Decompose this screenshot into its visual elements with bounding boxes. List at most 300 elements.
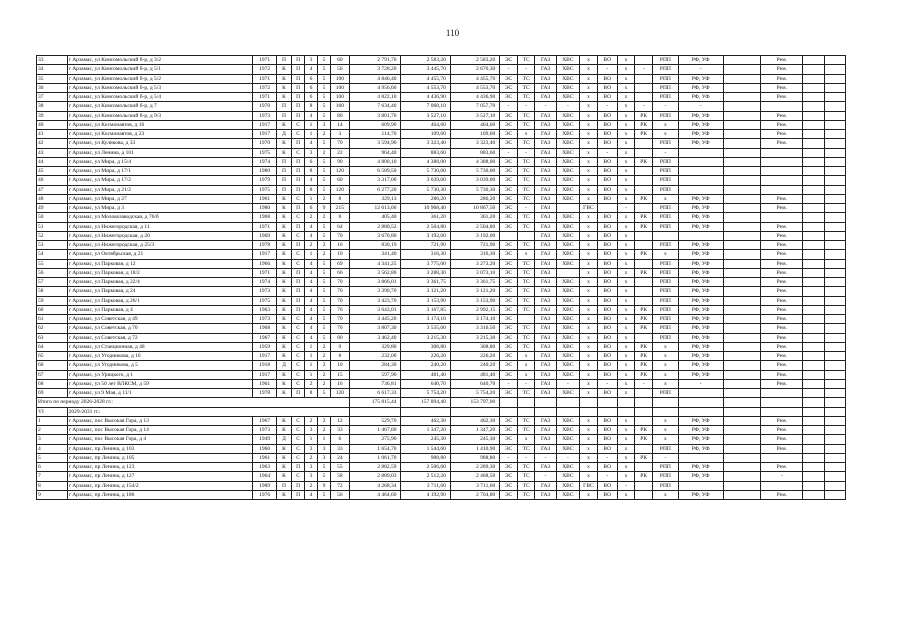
- cell-wall-material: К: [276, 120, 291, 129]
- cell-apartments: 215: [330, 204, 349, 213]
- cell-util-hvs: ХВС: [556, 287, 580, 296]
- cell-util-gvs: ГВС: [580, 481, 598, 490]
- cell-address: г Арзамас, ул Советская, д 72: [67, 333, 253, 342]
- cell-year-built: 1972: [253, 65, 277, 74]
- cell-empty: [803, 231, 824, 240]
- cell-apartments: 33: [330, 444, 349, 453]
- cell-empty: [803, 268, 824, 277]
- cell-util-extra: [723, 352, 761, 361]
- cell-row-number: 44: [37, 157, 68, 166]
- cell-floors: 4: [305, 490, 318, 499]
- table-row: [37, 222, 846, 231]
- cell-wall-material: К: [276, 83, 291, 92]
- cell-entrances: 3: [317, 453, 330, 462]
- cell-util-vo: ВО: [597, 268, 617, 277]
- cell-util-extra: [723, 324, 761, 333]
- cell-area-residential: 3 192,00: [450, 231, 499, 240]
- cell-empty: [803, 204, 824, 213]
- cell-util-rf: -: [678, 65, 723, 74]
- cell-area-total: 7 634,40: [349, 102, 401, 111]
- cell-area-residential: 3 711,60: [450, 481, 499, 490]
- cell-wall-material: К: [276, 296, 291, 305]
- cell-floors: 8: [305, 185, 318, 194]
- cell-apartments: 64: [330, 222, 349, 231]
- cell-util-extra: [723, 287, 761, 296]
- cell-floors: 4: [305, 315, 318, 324]
- cell-area-living: 3 535,00: [401, 324, 450, 333]
- cell-util-x: х: [617, 296, 635, 305]
- cell-util-es: -: [500, 65, 518, 74]
- cell-util-hvs: ХВС: [556, 157, 580, 166]
- cell-empty: [803, 157, 824, 166]
- cell-area-total: 3 423,70: [349, 296, 401, 305]
- cell-apartments: 8: [330, 352, 349, 361]
- cell-year-built: 1917: [253, 352, 277, 361]
- cell-type: С: [292, 379, 305, 388]
- cell-apartments: 3: [330, 130, 349, 139]
- cell-area-residential: 226,20: [450, 352, 499, 361]
- cell-util-rf: [678, 167, 723, 176]
- cell-year-built: 1971: [253, 56, 277, 65]
- cell-row-number: 63: [37, 333, 68, 342]
- cell-address: г Арзамас, ул Мира, д 17/1: [67, 167, 253, 176]
- cell-util-x: х: [617, 268, 635, 277]
- cell-util-es: -: [500, 102, 518, 111]
- cell-wall-material: К: [276, 305, 291, 314]
- cell-empty: [803, 352, 824, 361]
- cell-util-ts: ТС: [517, 342, 535, 351]
- housing-table: [36, 55, 846, 500]
- cell-address: г Арзамас, пр Ленина, д 123: [67, 463, 253, 472]
- cell-repair: [761, 157, 803, 166]
- cell-entrances: 5: [317, 222, 330, 231]
- cell-wall-material: К: [276, 453, 291, 462]
- cell-util-extra: [723, 416, 761, 425]
- cell-year-built: 1961: [253, 453, 277, 462]
- cell-util-x: х: [617, 490, 635, 499]
- cell-empty: [824, 74, 845, 83]
- cell-apartments: 8: [330, 213, 349, 222]
- cell-util-rk: РК: [635, 194, 653, 203]
- cell-apartments: 120: [330, 389, 349, 398]
- cell-address: г Арзамас, пр Ленина, д 186: [67, 490, 253, 499]
- cell-area-total: 232,00: [349, 352, 401, 361]
- cell-util-x: х: [617, 453, 635, 462]
- cell-year-built: 1980: [253, 167, 277, 176]
- cell-year-built: 1970: [253, 139, 277, 148]
- cell-apartments: 10: [330, 361, 349, 370]
- cell-util-rk: [635, 204, 653, 213]
- cell-area-living: 4 192,90: [401, 490, 450, 499]
- cell-util-rf: РФ, УФ: [678, 361, 723, 370]
- cell-empty: [580, 407, 598, 416]
- cell-floors: 2: [305, 416, 318, 425]
- cell-empty: [803, 185, 824, 194]
- cell-repair: Рем.: [761, 463, 803, 472]
- cell-util-rk: [635, 463, 653, 472]
- cell-area-residential: 3 361,75: [450, 278, 499, 287]
- cell-area-total: 2 791,70: [349, 56, 401, 65]
- cell-util-rpp: РПП: [652, 324, 678, 333]
- cell-empty: [824, 426, 845, 435]
- cell-empty: [803, 222, 824, 231]
- cell-row-number: 60: [37, 305, 68, 314]
- cell-wall-material: К: [276, 389, 291, 398]
- cell-util-extra: [723, 342, 761, 351]
- cell-util-rf: РФ, УФ: [678, 268, 723, 277]
- cell-util-extra: [723, 120, 761, 129]
- cell-util-rpp: РПП: [652, 444, 678, 453]
- cell-util-ts: [517, 231, 535, 240]
- cell-util-rf: РФ, УФ: [678, 352, 723, 361]
- table-row: [37, 278, 846, 287]
- cell-wall-material: К: [276, 342, 291, 351]
- cell-address: г Арзамас, ул Станционная, д 48: [67, 342, 253, 351]
- cell-area-total: 529,70: [349, 416, 401, 425]
- table-row: [37, 352, 846, 361]
- cell-util-extra: [723, 453, 761, 462]
- cell-empty: [824, 361, 845, 370]
- cell-util-hvs: -: [556, 379, 580, 388]
- cell-util-ts: ТС: [517, 305, 535, 314]
- cell-empty: [824, 130, 845, 139]
- table-row: [37, 490, 846, 499]
- cell-util-rpp: х: [652, 370, 678, 379]
- cell-floors: 4: [305, 305, 318, 314]
- cell-empty: [824, 435, 845, 444]
- cell-util-gvs: х: [580, 157, 598, 166]
- cell-row-number: 46: [37, 176, 68, 185]
- cell-empty: [517, 398, 535, 407]
- cell-util-vo: ВО: [597, 435, 617, 444]
- cell-util-x: х: [617, 111, 635, 120]
- table-row: [37, 435, 846, 444]
- cell-util-rf: РФ, УФ: [678, 463, 723, 472]
- cell-floors: 4: [305, 333, 318, 342]
- cell-util-x: х: [617, 83, 635, 92]
- cell-util-hvs: ХВС: [556, 259, 580, 268]
- cell-util-vo: ВО: [597, 342, 617, 351]
- cell-empty: [803, 65, 824, 74]
- cell-area-residential: 3 527,10: [450, 111, 499, 120]
- cell-empty: [803, 74, 824, 83]
- cell-util-gas: ГАЗ: [535, 296, 556, 305]
- cell-util-gvs: х: [580, 342, 598, 351]
- cell-year-built: 1971: [253, 222, 277, 231]
- cell-wall-material: К: [276, 65, 291, 74]
- cell-floors: 4: [305, 111, 318, 120]
- cell-empty: [723, 398, 761, 407]
- cell-util-vo: ВО: [597, 463, 617, 472]
- cell-util-extra: [723, 231, 761, 240]
- cell-row-number: 7: [37, 472, 68, 481]
- table-row: [37, 453, 846, 462]
- cell-util-rpp: х: [652, 352, 678, 361]
- cell-apartments: 100: [330, 93, 349, 102]
- cell-util-gas: ГАЗ: [535, 176, 556, 185]
- cell-util-rf: РФ, УФ: [678, 259, 723, 268]
- cell-entrances: 2: [317, 241, 330, 250]
- cell-type: С: [292, 213, 305, 222]
- cell-area-residential: 2 468,50: [450, 472, 499, 481]
- cell-empty: [803, 426, 824, 435]
- cell-type: П: [292, 296, 305, 305]
- cell-type: С: [292, 148, 305, 157]
- cell-util-gvs: х: [580, 102, 598, 111]
- cell-util-gas: ГАЗ: [535, 259, 556, 268]
- cell-area-total: 3 807,30: [349, 324, 401, 333]
- cell-year-built: 1978: [253, 241, 277, 250]
- cell-util-ts: ТС: [517, 268, 535, 277]
- cell-apartments: 80: [330, 111, 349, 120]
- cell-address: г Арзамас, ул Куликова, д 33: [67, 139, 253, 148]
- cell-floors: 8: [305, 102, 318, 111]
- cell-wall-material: К: [276, 490, 291, 499]
- cell-area-total: 4 268,34: [349, 481, 401, 490]
- cell-repair: Рем.: [761, 296, 803, 305]
- cell-util-ts: -: [517, 204, 535, 213]
- cell-empty: [803, 463, 824, 472]
- cell-empty: [824, 379, 845, 388]
- cell-empty: [803, 370, 824, 379]
- cell-area-residential: 640,70: [450, 379, 499, 388]
- cell-row-number: 53: [37, 241, 68, 250]
- cell-util-rpp: РПП: [652, 222, 678, 231]
- cell-util-gvs: х: [580, 259, 598, 268]
- cell-util-ts: ТС: [517, 444, 535, 453]
- cell-row-number: 1: [37, 416, 68, 425]
- cell-util-gvs: х: [580, 324, 598, 333]
- cell-type: П: [292, 278, 305, 287]
- cell-util-extra: [723, 204, 761, 213]
- cell-util-vo: ВО: [597, 194, 617, 203]
- cell-area-residential: 286,20: [450, 194, 499, 203]
- cell-area-residential: 316,30: [450, 250, 499, 259]
- cell-util-x: х: [617, 130, 635, 139]
- cell-entrances: 5: [317, 490, 330, 499]
- cell-util-ts: х: [517, 435, 535, 444]
- cell-util-x: х: [617, 435, 635, 444]
- cell-floors: 3: [305, 463, 318, 472]
- cell-util-vo: ВО: [597, 352, 617, 361]
- cell-area-living: 1 347,20: [401, 426, 450, 435]
- cell-type: П: [292, 56, 305, 65]
- cell-util-x: х: [617, 74, 635, 83]
- cell-area-residential: 245,30: [450, 435, 499, 444]
- cell-repair: Рем.: [761, 444, 803, 453]
- cell-area-living: 3 445,70: [401, 65, 450, 74]
- cell-wall-material: К: [276, 259, 291, 268]
- cell-entrances: 5: [317, 157, 330, 166]
- cell-util-rk: РК: [635, 426, 653, 435]
- cell-address: г Арзамас, ул Комсомольский б-р, д 5/2: [67, 74, 253, 83]
- cell-entrances: 5: [317, 463, 330, 472]
- cell-util-rf: РФ, УФ: [678, 241, 723, 250]
- cell-floors: 3: [305, 472, 318, 481]
- cell-area-living: 3 215,30: [401, 333, 450, 342]
- cell-area-living: 7 068,10: [401, 102, 450, 111]
- cell-area-living: 988,80: [401, 453, 450, 462]
- cell-util-ts: ТС: [517, 481, 535, 490]
- cell-util-rf: [678, 453, 723, 462]
- cell-util-rk: [635, 296, 653, 305]
- cell-util-rpp: -: [652, 102, 678, 111]
- cell-repair: Рем.: [761, 222, 803, 231]
- cell-apartments: 58: [330, 472, 349, 481]
- cell-empty: [635, 407, 653, 416]
- cell-util-gvs: х: [580, 426, 598, 435]
- cell-area-residential: 361,20: [450, 213, 499, 222]
- cell-empty: [824, 157, 845, 166]
- cell-address: г Арзамас, ул Октябрьская, д 21: [67, 250, 253, 259]
- cell-util-gvs: х: [580, 139, 598, 148]
- cell-empty: [824, 213, 845, 222]
- table-row: [37, 204, 846, 213]
- cell-empty: [803, 490, 824, 499]
- cell-type: П: [292, 287, 305, 296]
- cell-apartments: 10: [330, 250, 349, 259]
- cell-floors: 3: [305, 56, 318, 65]
- cell-row-number: 9: [37, 490, 68, 499]
- cell-util-hvs: ХВС: [556, 370, 580, 379]
- cell-util-extra: [723, 213, 761, 222]
- cell-util-gas: ГАЗ: [535, 139, 556, 148]
- cell-entrances: 2: [317, 361, 330, 370]
- cell-util-es: ЭС: [500, 444, 518, 453]
- cell-util-vo: ВО: [597, 74, 617, 83]
- table-row: [37, 305, 846, 314]
- cell-util-rpp: х: [652, 250, 678, 259]
- cell-type: П: [292, 157, 305, 166]
- cell-apartments: 70: [330, 287, 349, 296]
- cell-empty: [824, 65, 845, 74]
- cell-util-x: х: [617, 241, 635, 250]
- cell-util-rk: -: [635, 379, 653, 388]
- cell-util-gvs: х: [580, 379, 598, 388]
- cell-util-rpp: РПП: [652, 176, 678, 185]
- cell-empty: [803, 120, 824, 129]
- cell-row-number: 50: [37, 213, 68, 222]
- cell-type: П: [292, 111, 305, 120]
- cell-entrances: 5: [317, 65, 330, 74]
- cell-util-vo: ВО: [597, 176, 617, 185]
- cell-repair: Рем.: [761, 333, 803, 342]
- table-row: [37, 148, 846, 157]
- cell-area-total: 609,90: [349, 120, 401, 129]
- cell-util-rpp: х: [652, 426, 678, 435]
- cell-apartments: 6: [330, 435, 349, 444]
- cell-util-rf: РФ, УФ: [678, 130, 723, 139]
- cell-wall-material: К: [276, 278, 291, 287]
- table-row: [37, 167, 846, 176]
- cell-util-gvs: х: [580, 148, 598, 157]
- cell-util-rpp: х: [652, 130, 678, 139]
- cell-util-gas: ГАЗ: [535, 379, 556, 388]
- cell-util-es: ЭС: [500, 435, 518, 444]
- cell-util-hvs: ХВС: [556, 389, 580, 398]
- cell-util-gas: ГАЗ: [535, 435, 556, 444]
- cell-row-number: 47: [37, 185, 68, 194]
- cell-util-rf: РФ, УФ: [678, 194, 723, 203]
- cell-area-living: 5 754,20: [401, 389, 450, 398]
- cell-year-built: 1966: [253, 259, 277, 268]
- cell-floors: 4: [305, 222, 318, 231]
- cell-util-hvs: ХВС: [556, 148, 580, 157]
- cell-util-ts: х: [517, 250, 535, 259]
- cell-floors: 2: [305, 379, 318, 388]
- cell-util-gvs: х: [580, 352, 598, 361]
- cell-util-vo: ВО: [597, 157, 617, 166]
- cell-util-vo: ВО: [597, 231, 617, 240]
- cell-util-extra: [723, 435, 761, 444]
- cell-util-extra: [723, 74, 761, 83]
- cell-util-hvs: ХВС: [556, 333, 580, 342]
- cell-apartments: 22: [330, 148, 349, 157]
- cell-empty: [824, 148, 845, 157]
- cell-util-gas: ГАЗ: [535, 361, 556, 370]
- cell-floors: 4: [305, 259, 318, 268]
- cell-area-living: 3 121,20: [401, 287, 450, 296]
- cell-row-number: 2: [37, 426, 68, 435]
- cell-util-gas: ГАЗ: [535, 324, 556, 333]
- cell-entrances: 5: [317, 315, 330, 324]
- cell-util-rpp: х: [652, 342, 678, 351]
- cell-wall-material: П: [276, 481, 291, 490]
- cell-floors: 1: [305, 435, 318, 444]
- table-row: [37, 472, 846, 481]
- cell-util-rk: РК: [635, 352, 653, 361]
- cell-empty: [678, 407, 723, 416]
- cell-util-es: ЭС: [500, 250, 518, 259]
- table-row: [37, 65, 846, 74]
- cell-util-rk: [635, 56, 653, 65]
- cell-area-living: 4 455,70: [401, 74, 450, 83]
- cell-empty: [824, 268, 845, 277]
- cell-util-rk: [635, 333, 653, 342]
- cell-row-number: 52: [37, 231, 68, 240]
- cell-util-gas: ГАЗ: [535, 250, 556, 259]
- cell-util-rpp: РПП: [652, 65, 678, 74]
- cell-type: П: [292, 102, 305, 111]
- cell-util-x: х: [617, 278, 635, 287]
- cell-util-vo: -: [597, 453, 617, 462]
- cell-area-residential: 2 504,80: [450, 222, 499, 231]
- cell-row-number: 65: [37, 352, 68, 361]
- cell-address: г Арзамас, пос Высокая Гора, д 13: [67, 416, 253, 425]
- cell-area-living: 245,30: [401, 435, 450, 444]
- cell-row-number: 66: [37, 361, 68, 370]
- cell-repair: [761, 481, 803, 490]
- cell-util-hvs: ХВС: [556, 426, 580, 435]
- cell-year-built: 1974: [253, 278, 277, 287]
- cell-util-x: х: [617, 259, 635, 268]
- cell-entrances: 2: [317, 416, 330, 425]
- cell-area-total: 4 822,10: [349, 93, 401, 102]
- cell-util-rk: [635, 176, 653, 185]
- cell-repair: [761, 453, 803, 462]
- cell-empty: [824, 56, 845, 65]
- cell-util-extra: [723, 305, 761, 314]
- cell-util-rf: РФ, УФ: [678, 416, 723, 425]
- cell-util-vo: ВО: [597, 93, 617, 102]
- cell-util-gvs: х: [580, 305, 598, 314]
- cell-area-residential: 3 316,50: [450, 324, 499, 333]
- cell-empty: [824, 250, 845, 259]
- cell-empty: [617, 407, 635, 416]
- cell-util-gas: ГАЗ: [535, 111, 556, 120]
- cell-util-hvs: ХВС: [556, 416, 580, 425]
- cell-entrances: 5: [317, 56, 330, 65]
